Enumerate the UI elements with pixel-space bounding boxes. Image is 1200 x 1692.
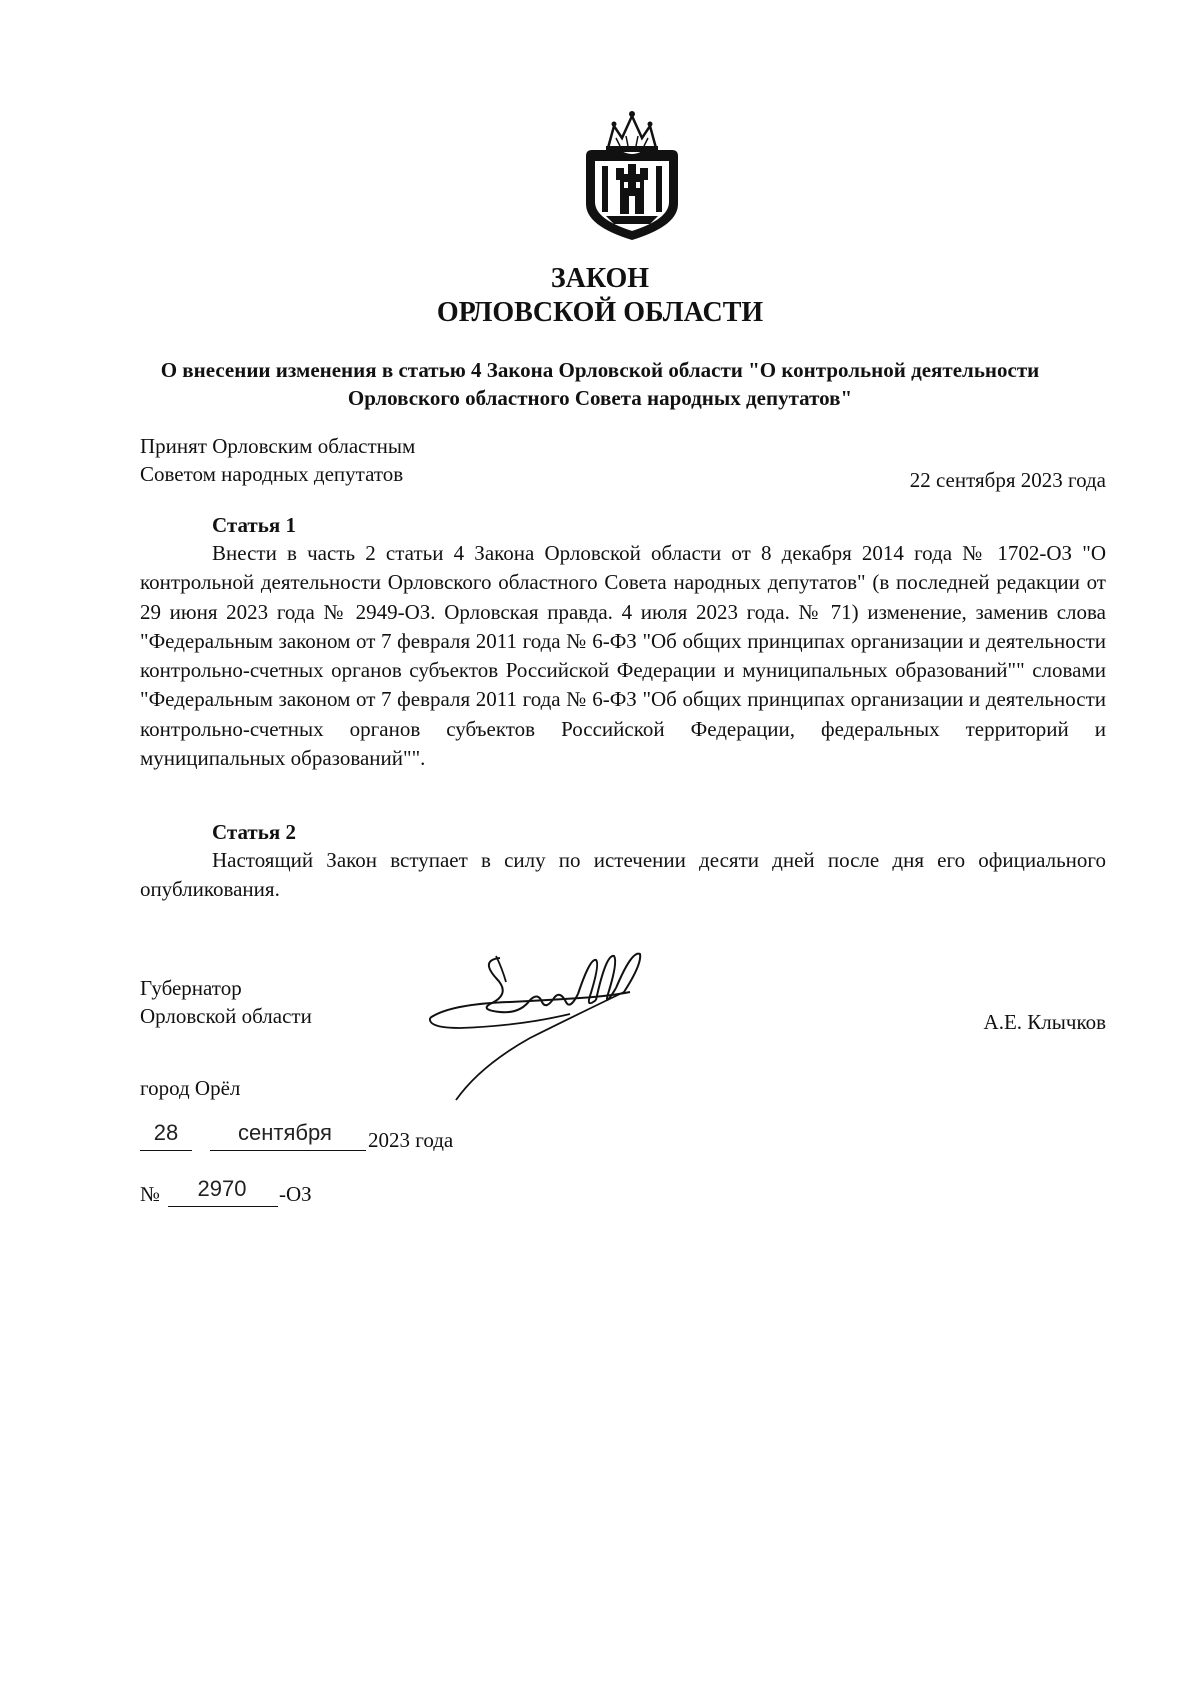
article-1-text: Внести в часть 2 статьи 4 Закона Орловской области от 8 декабря 2014 года № 1702-ОЗ "О контрольной деятельности Орловского областного Совета народных депутатов" (в последней редакции от 29 июня 2023 года № 2949-ОЗ. Орловская правда. 4 июля 2023 года. № 71) изменение, заменив слова "Федеральным законом от 7 февраля 2011 года № 6-ФЗ "Об общих принципах организации и деятельности контрольно-счетных органов субъектов Российской Федерации и муниципальных образований"" словами "Федеральным законом от 7 февраля 2011 года № 6-ФЗ "Об общих принципах организации и деятельности контрольно-счетных органов субъектов Российской Федерации, федеральных территорий и муниципальных образований"".: [140, 541, 1106, 771]
adoption-line2: Советом народных депутатов: [140, 462, 404, 486]
law-number-suffix: -ОЗ: [279, 1182, 312, 1206]
document-title-line1: ЗАКОН: [550, 263, 650, 294]
governor-position-line1: Губернатор: [140, 976, 242, 1000]
governor-name: А.Е. Клычков: [983, 1010, 1106, 1034]
document-title-line2: ОРЛОВСКОЙ ОБЛАСТИ: [436, 297, 764, 328]
article-2-title: Статья 2: [212, 820, 296, 844]
month-underline: [210, 1150, 366, 1151]
governor-position-line2: Орловской области: [140, 1004, 312, 1028]
coat-of-arms-emblem: [580, 108, 684, 242]
signing-day: 28: [153, 1120, 179, 1145]
signing-month: сентября: [238, 1120, 332, 1145]
governor-signature: [420, 948, 670, 1108]
adoption-line1: Принят Орловским областным: [140, 434, 416, 458]
law-subtitle: О внесении изменения в статью 4 Закона Орловской области "О контрольной деятельности Орловского областного Совета народных депутатов": [160, 358, 1040, 410]
signing-year: 2023 года: [368, 1128, 454, 1152]
number-underline: [168, 1206, 278, 1207]
article-2-text: Настоящий Закон вступает в силу по истечении десяти дней после дня его официального опубликования.: [140, 848, 1106, 902]
day-underline: [140, 1150, 192, 1151]
article-1-title: Статья 1: [212, 513, 296, 537]
law-number: 2970: [197, 1176, 247, 1201]
adoption-date: 22 сентября 2023 года: [909, 468, 1106, 492]
city-name: город Орёл: [140, 1076, 241, 1100]
law-number-prefix: №: [140, 1182, 161, 1206]
